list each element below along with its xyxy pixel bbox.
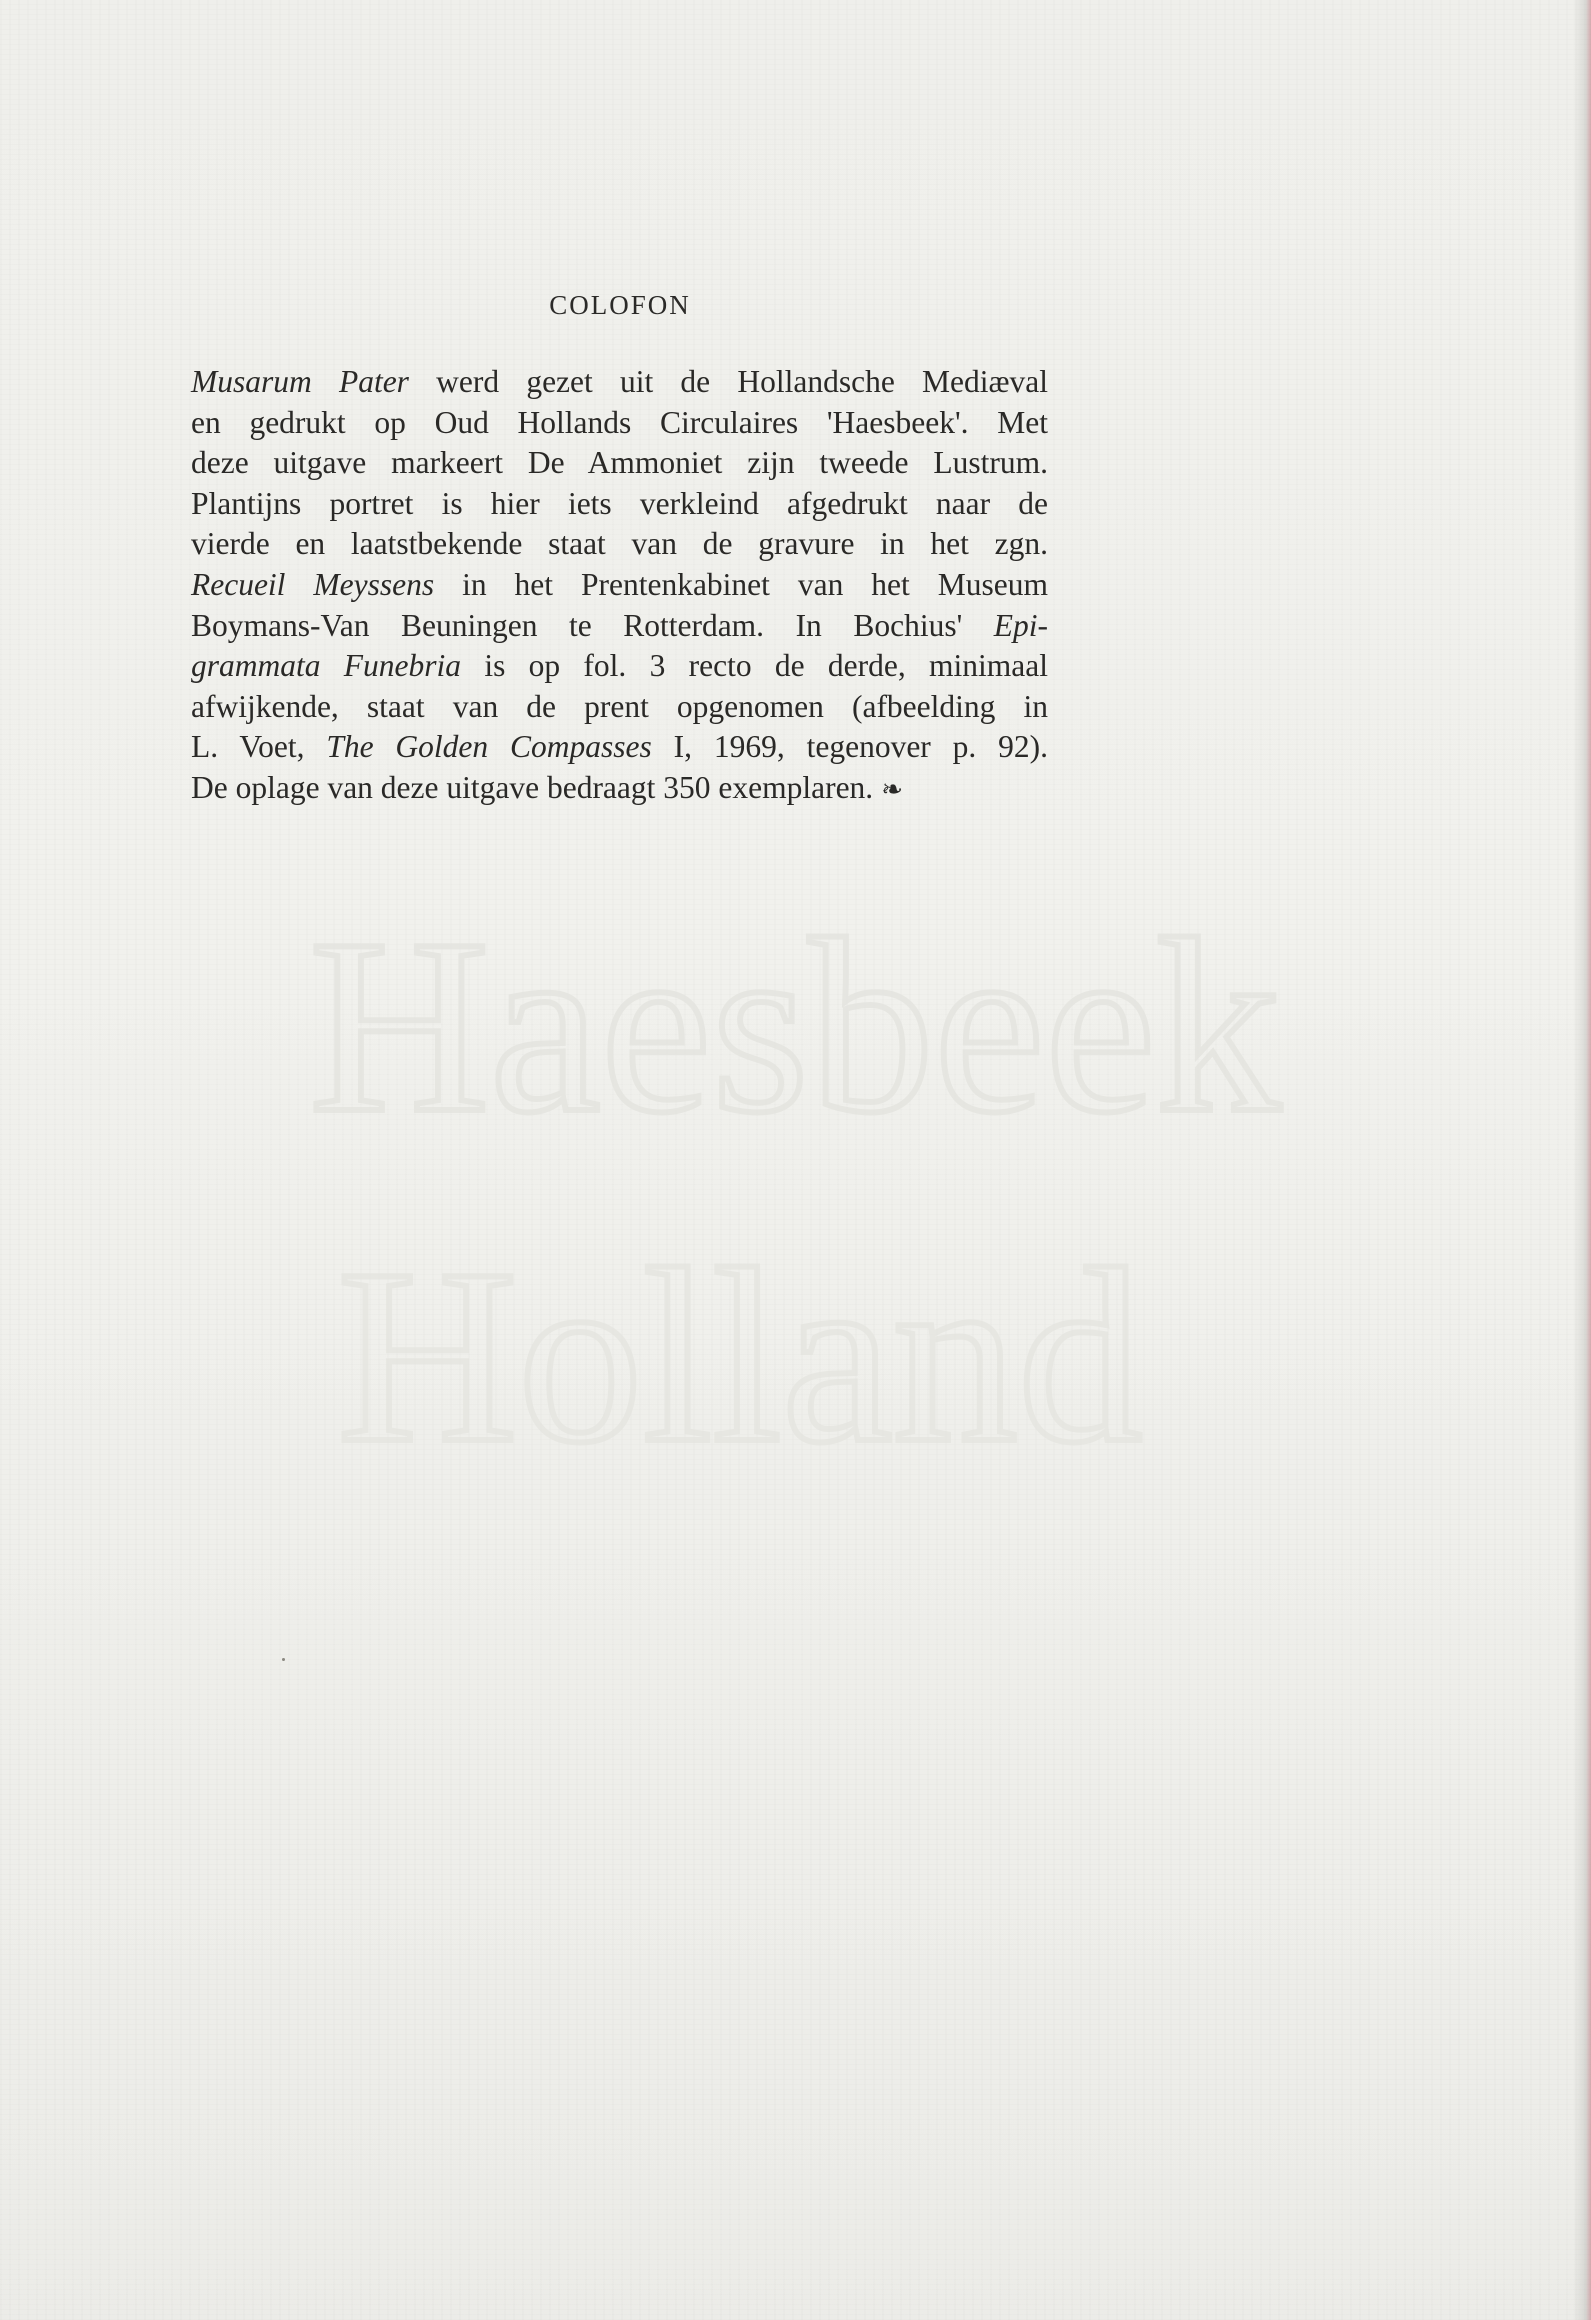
body-text-run: Boymans-Van Beuningen te Rotterdam. In Bochius' xyxy=(191,607,994,643)
body-text-run: I, 1969, tegenover p. 92). xyxy=(651,729,1048,765)
colofon-line xyxy=(191,443,1048,484)
body-text-run: Plantijns portret is hier iets verkleind afgedrukt naar de xyxy=(191,485,1048,521)
colofon-line xyxy=(191,403,1048,444)
colofon-heading: COLOFON xyxy=(549,290,691,320)
italic-title-text: grammata Funebria xyxy=(191,648,462,684)
body-text-run: L. Voet, xyxy=(191,729,327,765)
body-text-run: is op fol. 3 recto de derde, minimaal xyxy=(461,648,1048,684)
body-text-run: De oplage van deze uitgave bedraagt 350 exemplaren. xyxy=(191,769,874,805)
colofon-body xyxy=(191,362,1048,811)
italic-title-text: Recueil Meyssens xyxy=(191,566,435,602)
fleuron-ornament-icon: ❧ xyxy=(881,774,903,804)
colofon-line xyxy=(191,727,1048,768)
italic-title-text: Epi- xyxy=(993,607,1048,643)
paper-speck xyxy=(282,1658,285,1661)
watermark-line1: Haesbeek xyxy=(309,888,1281,1165)
italic-title-text: Musarum Pater xyxy=(191,364,409,399)
italic-title-text: The Golden Compasses xyxy=(326,729,652,765)
colofon-line xyxy=(191,565,1048,606)
colofon-line xyxy=(191,362,1048,403)
colofon-line xyxy=(191,646,1048,687)
colofon-line xyxy=(191,606,1048,647)
colofon-line xyxy=(191,484,1048,525)
colofon-line xyxy=(191,768,1048,811)
body-text-run: deze uitgave markeert De Ammoniet zijn tweede Lustrum. xyxy=(191,445,1048,481)
body-text-run: afwijkende, staat van de prent opgenomen (afbeelding in xyxy=(191,688,1048,724)
colofon-line xyxy=(191,524,1048,565)
body-text-run: werd gezet uit de Hollandsche Mediæval xyxy=(408,364,1048,399)
body-text-run: en gedrukt op Oud Hollands Circulaires 'Haesbeek'. Met xyxy=(191,404,1048,440)
colofon-line xyxy=(191,687,1048,728)
body-text-run: vierde en laatstbekende staat van de gravure in het zgn. xyxy=(191,526,1048,562)
body-text-run: in het Prentenkabinet van het Museum xyxy=(434,566,1048,602)
watermark-line2: Holland xyxy=(337,1218,1143,1495)
page-edge xyxy=(1573,0,1591,2320)
